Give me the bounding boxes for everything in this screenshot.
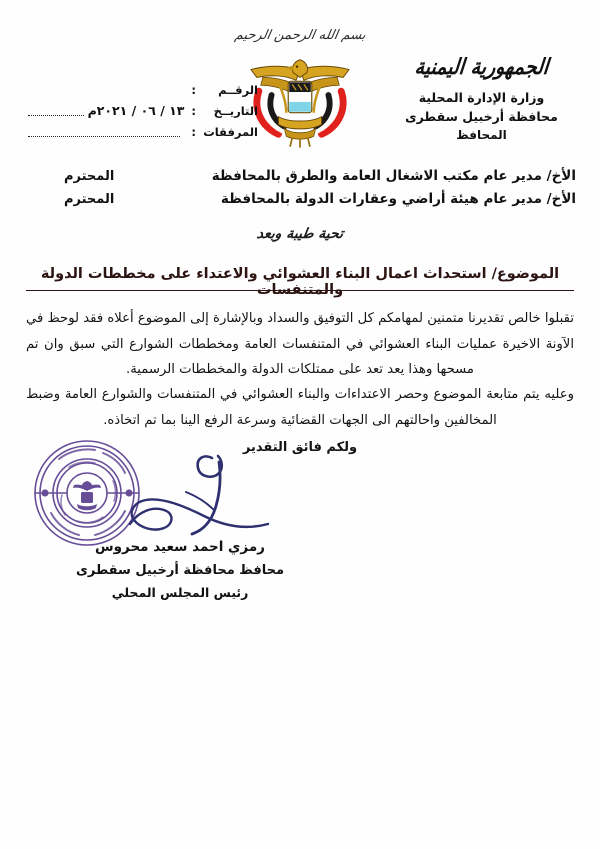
- document-meta-block: [28, 76, 258, 139]
- number-label: الرقــم: [218, 83, 258, 97]
- meta-row-attachments: [28, 118, 258, 139]
- closing-line: ولكم فائق التقدير: [242, 440, 358, 455]
- date-value: ١٣ / ٠٦ / ٢٠٢١م: [87, 103, 185, 118]
- signature-name-block: [20, 536, 340, 604]
- addressee-name: الأخ/ مدير عام مكتب الاشغال العامة والطرق بالمحافظة: [211, 168, 576, 184]
- handwritten-signature-icon: [100, 448, 280, 543]
- addressee-honorific: المحترم: [64, 192, 115, 207]
- subject-line: الموضوع/ استحداث اعمال البناء العشوائي والاعتداء على مخططات الدولة والمتنفسات: [40, 266, 560, 298]
- greeting-line: تحية طيبة وبعد: [255, 226, 345, 242]
- date-colon: :: [191, 104, 196, 118]
- signer-title-secondary: رئيس المجلس المحلي: [111, 585, 249, 601]
- signer-title: محافظ محافظة أرخبيل سقطرى: [76, 562, 284, 578]
- meta-row-number: [28, 76, 258, 97]
- ministry-name: وزارة الإدارة المحلية: [418, 89, 545, 105]
- meta-row-date: [28, 97, 258, 118]
- addressee-row: [24, 191, 576, 207]
- number-colon: :: [191, 83, 196, 97]
- republic-calligraphy: الجمهورية اليمنية: [413, 54, 550, 80]
- basmala-text: بسم الله الرحمن الرحيم: [233, 28, 367, 43]
- attachments-dotted-line: [28, 125, 180, 137]
- addressee-list: [24, 168, 576, 214]
- date-dotted-line: [28, 104, 84, 116]
- date-label: التاريــخ: [213, 104, 258, 118]
- attachments-label: المرفقات: [203, 125, 258, 139]
- addressee-row: [24, 168, 576, 184]
- governorate-name: محافظة أرخبيل سقطرى: [405, 108, 558, 124]
- letterhead-header: [0, 18, 600, 158]
- office-name: المحافظ: [456, 127, 507, 142]
- yemen-national-emblem-icon: [241, 48, 359, 148]
- addressee-honorific: المحترم: [64, 169, 115, 184]
- body-paragraph-2: وعليه يتم متابعة الموضوع وحصر الاعتداءات والبناء العشوائي في المتنفسات والشوارع العامة وضبط المخالفين واحالتهم الى الجهات القضائية وسرعة الرفع الينا بما تم اتخاذه.: [26, 387, 574, 428]
- organization-block: [379, 54, 584, 144]
- subject-underline: [26, 290, 574, 291]
- body-paragraph-1: تقبلوا خالص تقديرنا متمنين لمهامكم كل التوفيق والسداد وبالإشارة إلى الموضوع أعلاه فقد لوحظ في الآونة الاخيرة عمليات البناء العشوائي في المتنفسات العامة ومخططات الشوارع التي سبق وان تم مسحها وهذا يعد تعد على ممتلكات الدولة والمخططات الرسمية.: [26, 311, 574, 378]
- attachments-colon: :: [191, 125, 196, 139]
- addressee-name: الأخ/ مدير عام هيئة أراضي وعقارات الدولة بالمحافظة: [220, 191, 576, 207]
- signer-name: رمزي احمد سعيد محروس: [95, 539, 265, 555]
